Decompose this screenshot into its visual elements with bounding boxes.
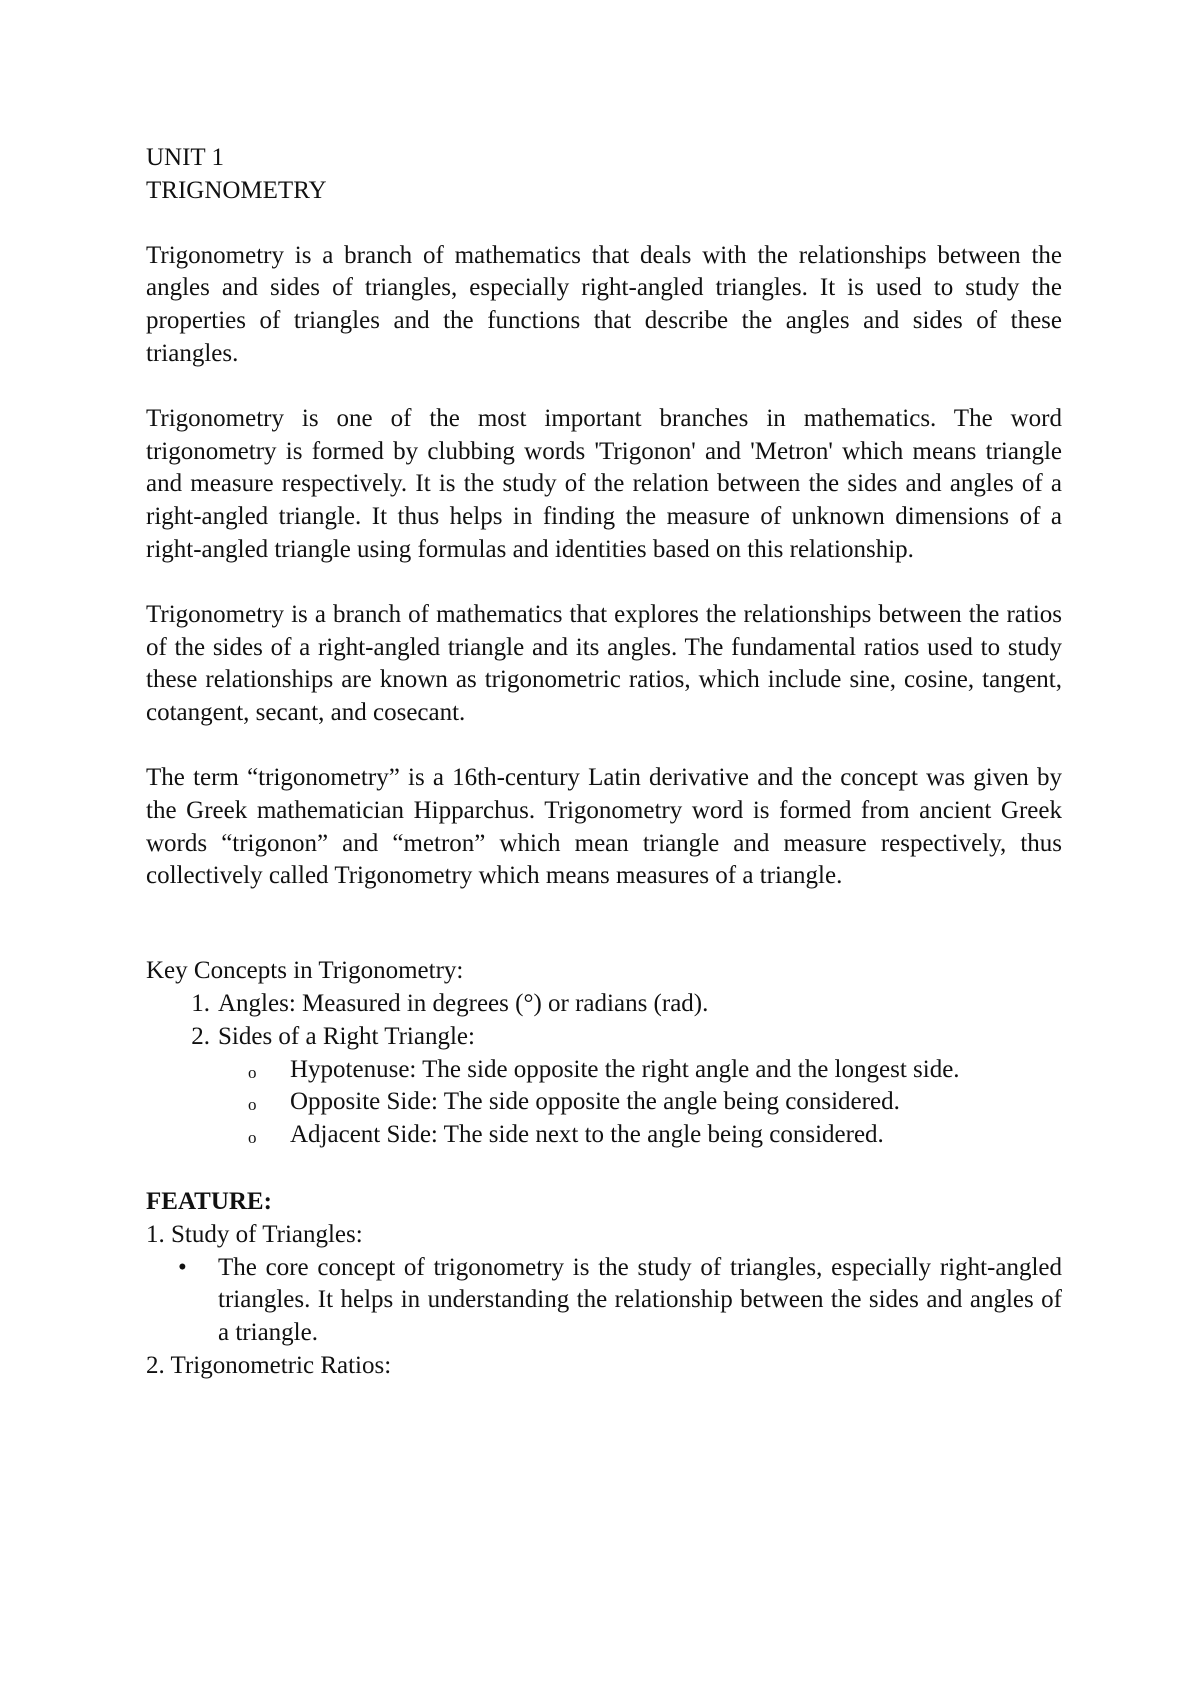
document-title: TRIGNOMETRY [146, 176, 327, 204]
paragraph-definition: Trigonometry is a branch of mathematics that deals with the relationships between the angles and sides of triangles, especially right-angled triangles. It is used to study the properties of triangles and the functions that describe the angles and sides of these triangles. [146, 241, 1062, 367]
paragraph-etymology: Trigonometry is one of the most important branches in mathematics. The word trigonometry is formed by clubbing words 'Trigonon' and 'Metron' which means triangle and measure respectively. It is the study of the relation between the sides and angles of a right-angled triangle. It thus helps in finding the measure of unknown dimensions of a right-angled triangle using formulas and identities based on this relationship. [146, 404, 1062, 563]
circle-bullet-icon: o [248, 1128, 257, 1148]
sides-sublist [218, 1054, 1062, 1152]
unit-label: UNIT 1 [146, 144, 225, 171]
feature-item-study-of-triangles: 1. Study of Triangles: [146, 1220, 363, 1248]
spacer [146, 371, 1062, 403]
bullet-item-text: The core concept of trigonometry is the study of triangles, especially right-angled triangles. It helps in understanding the relationship between the sides and angles of a triangle. [218, 1253, 1062, 1347]
list-item [191, 988, 1062, 1021]
sublist-item-text: Hypotenuse: The side opposite the right angle and the longest side. [290, 1055, 960, 1083]
spacer [146, 1152, 1062, 1186]
spacer [146, 893, 1062, 955]
sublist-item [248, 1086, 1062, 1119]
sublist-item-text: Opposite Side: The side opposite the angle being considered. [290, 1088, 900, 1116]
list-number: 2. [191, 1022, 210, 1050]
feature-item-trigonometric-ratios: 2. Trigonometric Ratios: [146, 1351, 392, 1379]
bullet-dot-icon: • [178, 1253, 187, 1281]
spacer [146, 208, 1062, 240]
circle-bullet-icon: o [248, 1062, 257, 1082]
list-item [191, 1021, 1062, 1152]
list-item-text: Angles: Measured in degrees (°) or radians (rad). [218, 989, 709, 1017]
sublist-item [248, 1119, 1062, 1152]
paragraph-ratios: Trigonometry is a branch of mathematics that explores the relationships between the ratios of the sides of a right-angled triangle and its angles. The fundamental ratios used to study these relationships are known as trigonometric ratios, which include sine, cosine, tangent, cotangent, secant, and cosecant. [146, 600, 1062, 727]
sublist-item [248, 1054, 1062, 1087]
list-number: 1. [191, 989, 210, 1017]
feature-heading: FEATURE: [146, 1187, 272, 1215]
document-page [146, 142, 1062, 1383]
bullet-item [178, 1252, 1062, 1350]
paragraph-history: The term “trigonometry” is a 16th-century Latin derivative and the concept was given by the Greek mathematician Hipparchus. Trigonometry word is formed from ancient Greek words “trigonon” and “metron” which mean triangle and measure respectively, thus collectively called Trigonometry which means measures of a triangle. [146, 763, 1062, 890]
sublist-item-text: Adjacent Side: The side next to the angle being considered. [290, 1121, 884, 1149]
list-item-text: Sides of a Right Triangle: [218, 1022, 475, 1050]
feature-bullet-list [146, 1252, 1062, 1350]
spacer [146, 730, 1062, 762]
key-concepts-list [146, 988, 1062, 1152]
spacer [146, 567, 1062, 599]
key-concepts-heading: Key Concepts in Trigonometry: [146, 957, 464, 985]
circle-bullet-icon: o [248, 1095, 257, 1115]
